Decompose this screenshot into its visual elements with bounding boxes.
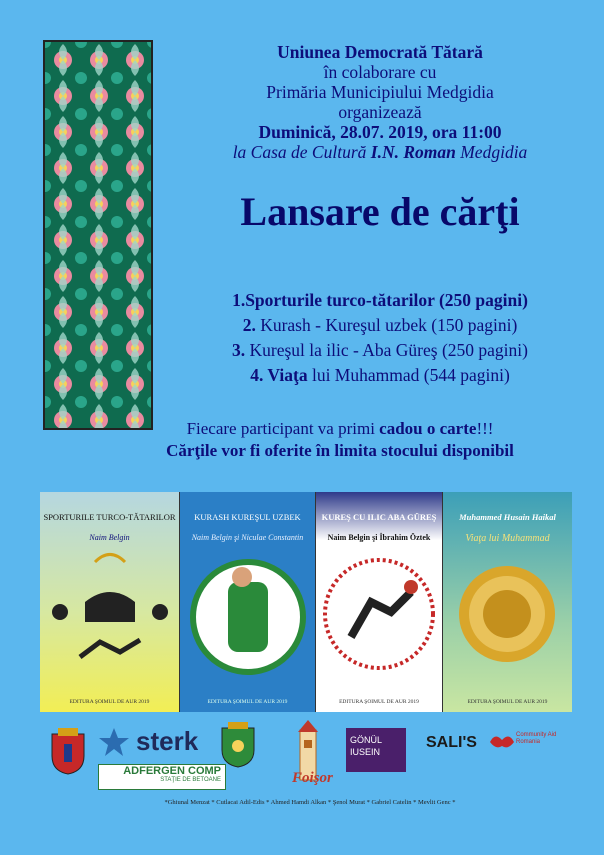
cover-author: Naim Belgin şi İbrahim Öztek: [327, 533, 431, 542]
cover-title: SPORTURILE TURCO-TĂTARILOR: [43, 512, 176, 522]
book-item: 4. Viaţa lui Muhammad (544 pagini): [250, 365, 510, 385]
cover-illustration: [40, 542, 180, 672]
gift-line: Fiecare participant va primi cadou o carte!!!: [186, 419, 494, 438]
salis-logo: SALI'S: [426, 734, 477, 751]
cover-sporturile: [40, 492, 180, 712]
cover-illustration: [316, 542, 443, 682]
book-item: 2. Kurash - Kureşul uzbek (150 pagini): [242, 315, 518, 335]
organizer-name: Uniunea Democrată Tătară: [277, 42, 483, 62]
stock-line: Cărţile vor fi oferite în limita stocului disponibil: [166, 441, 514, 460]
collaboration-text: în colaborare cu: [323, 62, 437, 82]
cover-title: KURASH KUREŞUL UZBEK: [194, 512, 301, 522]
county-crest-icon: [220, 722, 256, 773]
community-aid-logo: Community Aid Romania: [516, 732, 557, 745]
book-list: [170, 288, 590, 388]
star-icon: [98, 726, 130, 763]
organizes-text: organizează: [338, 102, 422, 122]
cover-illustration: [443, 544, 572, 684]
medgidia-crest-icon: [48, 726, 88, 781]
event-date: Duminică, 28.07. 2019, ora 11:00: [258, 122, 502, 142]
adfergen-logo: ADFERGEN COMP STAŢIE DE BETOANE: [98, 764, 226, 790]
cover-viata: [443, 492, 572, 712]
sterk-logo: sterk: [136, 726, 199, 756]
cover-title: KUREŞ CU ILIC ABA GÜREŞ: [321, 512, 437, 522]
cover-author: Naim Belgin: [89, 533, 130, 542]
credits-line: *Ghiunal Menzat * Cutlacai Adil-Edis * Ahmed Hamdi Alkan * Şenol Murat * Gabriel Catelin * Mevlit Genc *: [164, 799, 456, 806]
partner-name: Primăria Municipiului Medgidia: [266, 82, 494, 102]
cover-author: Naim Belgin şi Niculae Constantin: [191, 533, 304, 542]
foisor-logo: Foişor: [292, 770, 333, 786]
cover-publisher: EDITURA ŞOIMUL DE AUR 2019: [207, 699, 288, 705]
cover-publisher: EDITURA ŞOIMUL DE AUR 2019: [467, 699, 548, 705]
book-covers: [40, 492, 572, 712]
cover-illustration: [180, 542, 316, 682]
cover-aba-gures: [316, 492, 443, 712]
ornament-pattern: [45, 42, 153, 430]
gonul-iusein-logo: GÖNÜL IUSEIN: [346, 728, 406, 772]
gift-notice: [60, 418, 604, 462]
event-header: [170, 42, 590, 162]
cover-publisher: EDITURA ŞOIMUL DE AUR 2019: [69, 699, 150, 705]
cover-title: Muhammed Husain Haikal: [459, 512, 556, 522]
book-item: 3. Kureşul la ilic - Aba Güreş (250 pagini): [232, 340, 528, 360]
cover-publisher: EDITURA ŞOIMUL DE AUR 2019: [339, 699, 419, 705]
sponsor-logos: [40, 720, 580, 790]
event-venue: la Casa de Cultură I.N. Roman Medgidia: [232, 142, 528, 162]
book-item: 1.Sporturile turco-tătarilor (250 pagini): [232, 290, 528, 310]
cover-author: Viaţa lui Muhammad: [465, 533, 550, 544]
hands-icon: [488, 730, 516, 757]
cover-kurash: [180, 492, 316, 712]
ornament-panel: [43, 40, 153, 430]
page-title: Lansare de cărţi: [240, 189, 520, 234]
